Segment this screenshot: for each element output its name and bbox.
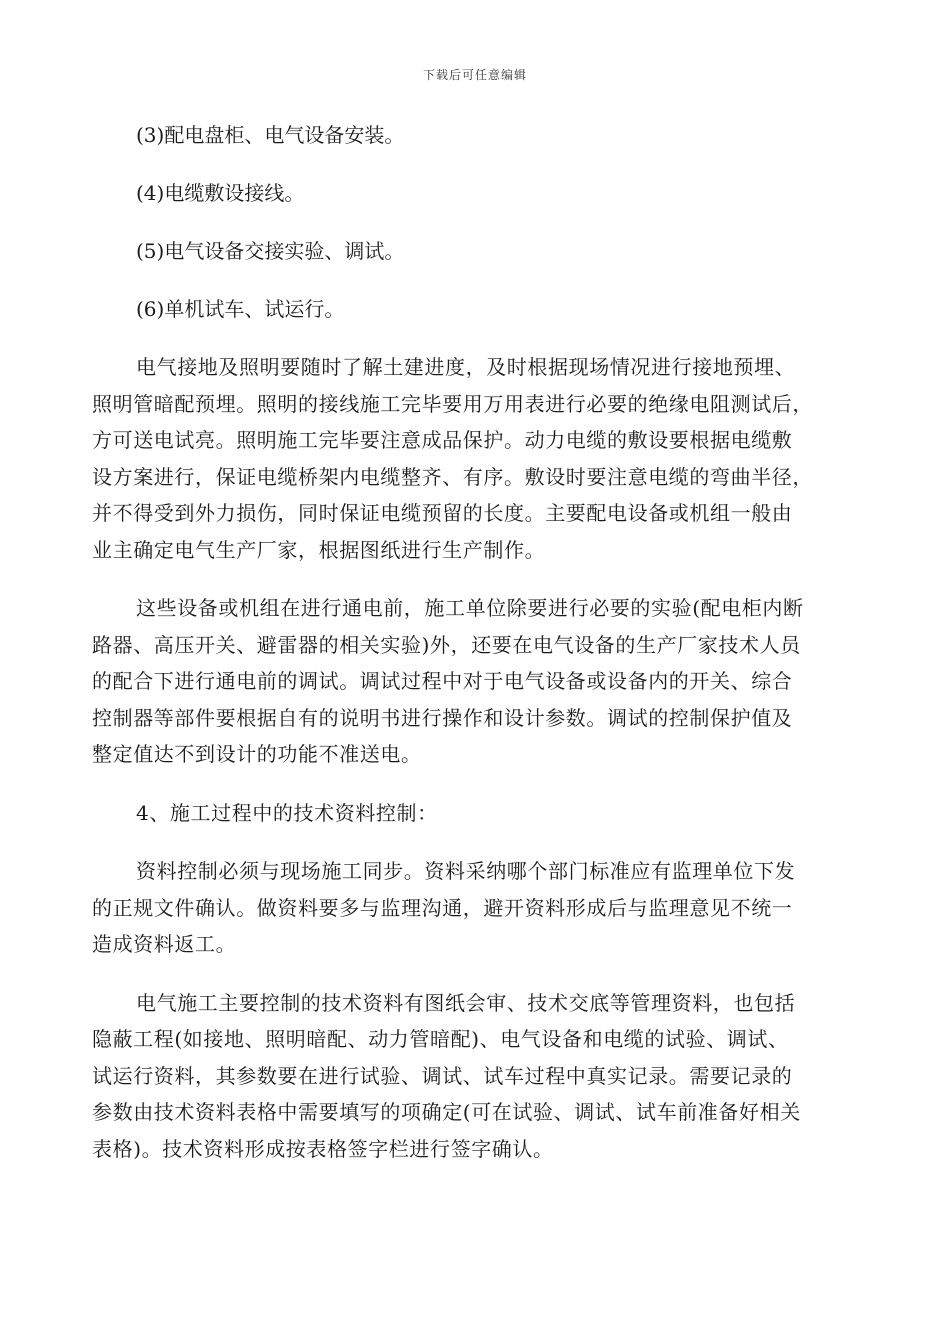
- text-line: 照明管暗配预埋。照明的接线施工完毕要用万用表进行必要的绝缘电阻测试后，: [92, 391, 813, 416]
- list-item: (6)单机试车、试运行。: [136, 297, 345, 321]
- paragraph-grounding-lighting: [92, 349, 858, 568]
- page-header-note: 下载后可任意编辑: [422, 68, 527, 82]
- text-line: 的配合下进行通电前的调试。调试过程中对于电气设备或设备内的开关、综合: [92, 669, 793, 693]
- text-line: 路器、高压开关、避雷器的相关实验)外，还要在电气设备的生产厂家技术人员: [92, 632, 801, 657]
- text-line: 这些设备或机组在进行通电前，施工单位除要进行必要的实验(配电柜内断: [136, 596, 804, 620]
- paragraph-doc-control: [92, 853, 858, 963]
- text-line: 电气施工主要控制的技术资料有图纸会审、技术交底等管理资料，也包括: [136, 990, 796, 1015]
- text-line: 并不得受到外力损伤，同时保证电缆预留的长度。主要配电设备或机组一般由: [92, 501, 793, 525]
- text-line: 参数由技术资料表格中需要填写的项确定(可在试验、调试、试车前准备好相关: [92, 1100, 801, 1124]
- text-line: 的正规文件确认。做资料要多与监理沟通，避开资料形成后与监理意见不统一: [92, 895, 793, 920]
- text-line: 整定值达不到设计的功能不准送电。: [92, 742, 422, 766]
- list-item: (3)配电盘柜、电气设备安装。: [136, 123, 405, 147]
- list-item: (5)电气设备交接实验、调试。: [136, 239, 405, 263]
- text-line: 表格)。技术资料形成按表格签字栏进行签字确认。: [92, 1136, 554, 1161]
- text-line: 设方案进行，保证电缆桥架内电缆整齐、有序。敷设时要注意电缆的弯曲半径，: [92, 464, 813, 489]
- section-heading-tech-docs: [92, 795, 858, 832]
- text-line: 方可送电试亮。照明施工完毕要注意成品保护。动力电缆的敷设要根据电缆敷: [92, 428, 793, 452]
- text-line: 电气接地及照明要随时了解土建进度，及时根据现场情况进行接地预埋、: [136, 355, 796, 379]
- document-body: [92, 117, 858, 1189]
- text-line: 隐蔽工程(如接地、照明暗配、动力管暗配)、电气设备和电缆的试验、调试、: [92, 1027, 789, 1051]
- paragraph-tech-records: [92, 985, 858, 1168]
- paragraph-commissioning: [92, 590, 858, 773]
- text-line: 业主确定电气生产厂家，根据图纸进行生产制作。: [92, 537, 546, 562]
- text-line: 4、施工过程中的技术资料控制：: [136, 800, 438, 825]
- text-line: 控制器等部件要根据自有的说明书进行操作和设计参数。调试的控制保护值及: [92, 705, 793, 730]
- list-item: (4)电缆敷设接线。: [136, 181, 305, 205]
- text-line: 试运行资料，其参数要在进行试验、调试、试车过程中真实记录。需要记录的: [92, 1063, 793, 1088]
- text-line: 造成资料返工。: [92, 932, 237, 956]
- text-line: 资料控制必须与现场施工同步。资料采纳哪个部门标准应有监理单位下发: [136, 859, 796, 883]
